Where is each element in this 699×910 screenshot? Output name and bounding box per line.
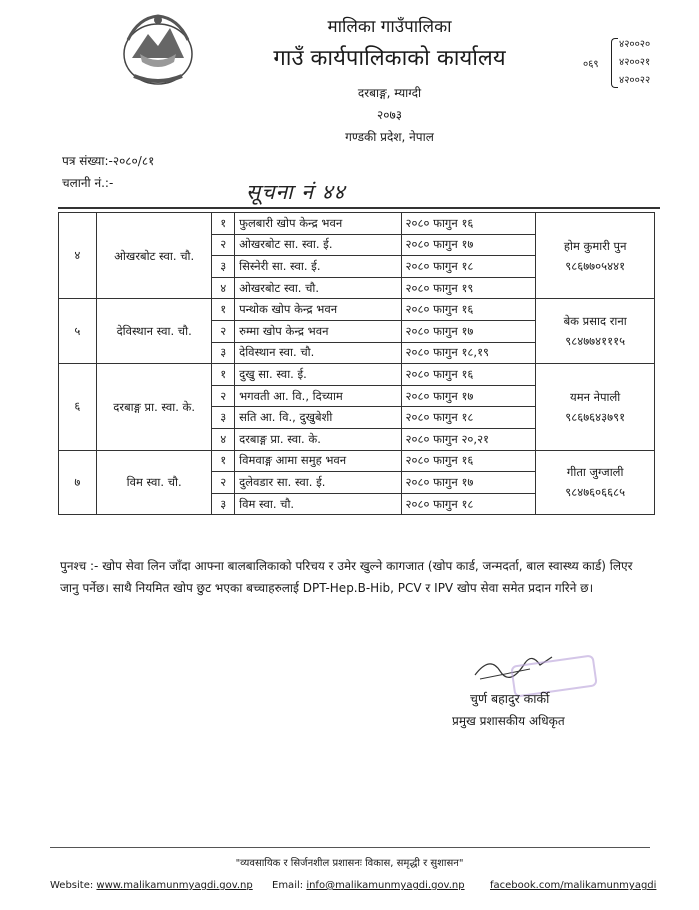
contact-person [536,364,655,450]
vaccination-date: २०८० फागुन १८ [401,256,536,278]
ward-number: ४ [59,213,97,299]
website-label: Website: [50,880,94,891]
site-serial: २ [212,320,235,342]
vaccination-date: २०८० फागुन १६ [401,213,536,235]
ward-number: ५ [59,299,97,364]
website-link[interactable]: www.malikamunmyagdi.gov.np [96,880,253,891]
vaccination-site: विमवाङ्ग आमा समुह भवन [235,450,401,472]
contact-phone: ९८४७६०६६८५ [565,485,626,500]
vaccination-site: फुलबारी खोप केन्द्र भवन [235,213,401,235]
province: गण्डकी प्रदेश, नेपाल [345,130,434,144]
footer-divider [50,847,650,848]
vaccination-site: रुम्मा खोप केन्द्र भवन [235,320,401,342]
vaccination-site: दुलेवडार सा. स्वा. ई. [235,472,401,494]
table-row [59,213,655,235]
vaccination-date: २०८० फागुन १६ [401,299,536,321]
established-year: २०७३ [377,108,402,122]
site-serial: १ [212,364,235,386]
health-post-name: ओखरबोट स्वा. चौ. [96,213,212,299]
phone-number: ४२००२१ [619,57,651,68]
vaccination-site: ओखरबोट स्वा. चौ. [235,277,401,299]
note-paragraph: पुनश्च :- खोप सेवा लिन जाँदा आफ्ना बालबालिकाको परिचय र उमेर खुल्ने कागजात (खोप कार्ड, जन्मदर्ता, बाल स्वास्थ्य कार्ड) लिएर जानु पर्नेछ। साथै नियमित खोप छुट भएका बच्चाहरुलाई DPT-Hep.B-Hib, PCV र IPV खोप सेवा समेत प्रदान गरिने छ। [60,559,633,595]
vaccination-date: २०८० फागुन १६ [401,450,536,472]
vaccination-site: दरबाङ्ग प्रा. स्वा. के. [235,428,401,450]
ward-number: ६ [59,364,97,450]
vaccination-date: २०८० फागुन १८ [401,407,536,429]
footer-email [272,880,465,891]
site-serial: २ [212,234,235,256]
site-serial: २ [212,472,235,494]
contact-person [536,450,655,515]
notice-title: सूचना नं ४४ [246,180,346,204]
contact-phone: ९८४७७४१११५ [565,334,626,349]
vaccination-site: ओखरबोट सा. स्वा. ई. [235,234,401,256]
vaccination-date: २०८० फागुन १७ [401,385,536,407]
site-serial: ४ [212,428,235,450]
contact-phone: ९८६७६४३७९१ [565,409,626,424]
contact-name: गीता जुग्जाली [566,465,624,480]
vaccination-date: २०८० फागुन २०,२१ [401,428,536,450]
vaccination-date: २०८० फागुन १७ [401,234,536,256]
vaccination-date: २०८० फागुन १९ [401,277,536,299]
site-serial: २ [212,385,235,407]
vaccination-date: २०८० फागुन १७ [401,320,536,342]
contact-name: होम कुमारी पुन [563,238,627,253]
site-serial: १ [212,299,235,321]
contact-person [536,299,655,364]
vaccination-site: भगवती आ. वि., दिच्याम [235,385,401,407]
email-link[interactable]: info@malikamunmyagdi.gov.np [306,880,465,891]
health-post-name: विम स्वा. चौ. [96,450,212,515]
table-row [59,299,655,321]
signatory-name: चुर्ण बहादुर कार्की [470,691,550,706]
vaccination-date: २०८० फागुन १८ [401,493,536,515]
contact-name: बेक प्रसाद राना [563,314,627,329]
vaccination-site: सति आ. वि., दुखुबेशी [235,407,401,429]
phone-number: ४२००२२ [619,75,651,86]
site-serial: ४ [212,277,235,299]
org-name: मालिका गाउँपालिका [327,17,452,37]
office-location: दरबाङ्ग, म्याग्दी [357,86,422,100]
signatory-title: प्रमुख प्रशासकीय अधिकृत [452,714,565,728]
health-post-name: देविस्थान स्वा. चौ. [96,299,212,364]
table-row [59,450,655,472]
table-row [59,364,655,386]
contact-name: यमन नेपाली [570,389,621,404]
vaccination-date: २०८० फागुन १६ [401,364,536,386]
site-serial: ३ [212,342,235,364]
contact-person [536,213,655,299]
vaccination-site: सिस्नेरी सा. स्वा. ई. [235,256,401,278]
vaccination-site: पन्थोक खोप केन्द्र भवन [235,299,401,321]
site-serial: ३ [212,256,235,278]
site-serial: १ [212,450,235,472]
vaccination-schedule-table [58,212,655,515]
vaccination-date: २०८० फागुन १७ [401,472,536,494]
vaccination-site: देविस्थान स्वा. चौ. [235,342,401,364]
office-name: गाउँ कार्यपालिकाको कार्यालय [273,46,506,71]
footer-motto: "व्यवसायिक र सिर्जनशील प्रशासनः विकास, समृद्धी र सुशासन" [235,858,464,869]
facebook-link[interactable]: facebook.com/malikamunmyagdi [490,880,657,891]
email-label: Email: [272,880,304,891]
phone-prefix: ०६९ [583,59,599,70]
phone-number: ४२००२० [619,39,651,50]
footer-facebook [490,880,656,891]
vaccination-site: विम स्वा. चौ. [235,493,401,515]
footer-website [50,880,253,891]
site-serial: ३ [212,407,235,429]
health-post-name: दरबाङ्ग प्रा. स्वा. के. [96,364,212,450]
brace-icon [611,38,618,88]
vaccination-site: दुखु सा. स्वा. ई. [235,364,401,386]
site-serial: १ [212,213,235,235]
ward-number: ७ [59,450,97,515]
contact-phone: ९८६७७०५४४१ [565,258,626,273]
letter-number: पत्र संख्या:-२०८०/८१ [62,154,155,168]
dispatch-number: चलानी नं.:- [62,176,114,190]
vaccination-date: २०८० फागुन १८,१९ [401,342,536,364]
header-divider [58,207,660,209]
site-serial: ३ [212,493,235,515]
